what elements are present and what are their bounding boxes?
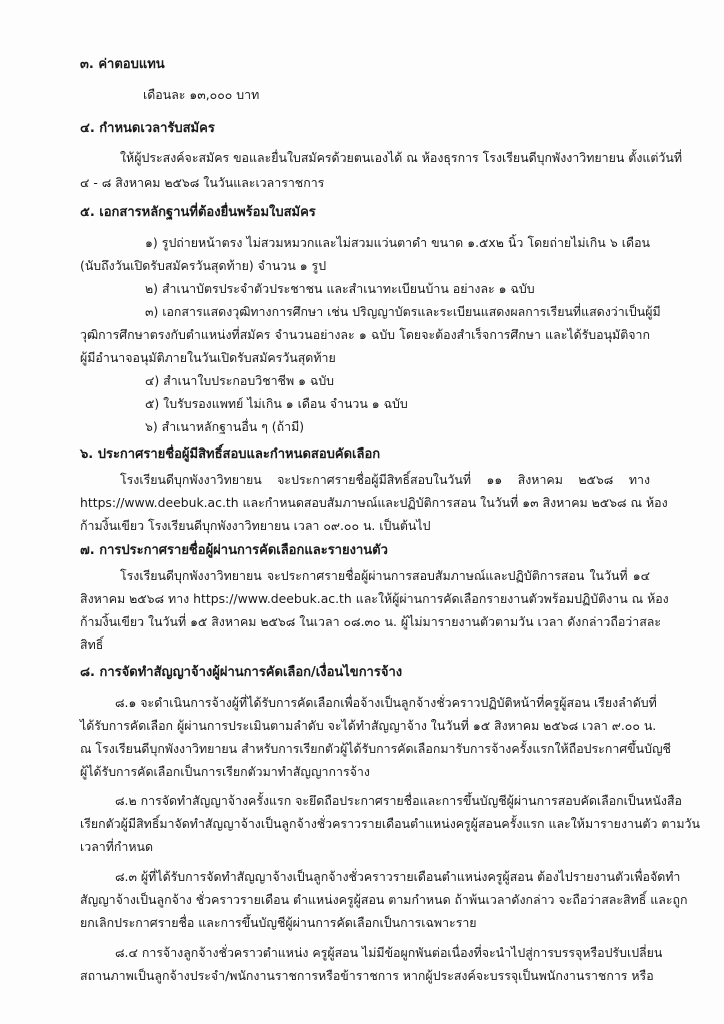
- paragraph-line: วุฒิการศึกษาตรงกับตำแหน่งที่สมัคร จำนวนอย่างละ ๑ ฉบับ โดยจะต้องสำเร็จการศึกษา และได้รับอนุมัติจาก: [80, 327, 650, 342]
- paragraph-line: ๘.๔ การจ้างลูกจ้างชั่วคราวตำแหน่ง ครูผู้สอน ไม่มีข้อผูกพันต่อเนื่องที่จะนำไปสู่การบรรจุหรือปรับเปลี่ยน: [115, 945, 663, 960]
- section-5-heading: ๕. เอกสารหลักฐานที่ต้องยื่นพร้อมใบสมัคร: [80, 205, 316, 220]
- list-item: ๖) สำเนาหลักฐานอื่น ๆ (ถ้ามี): [145, 419, 305, 434]
- paragraph-line: ให้ผู้ประสงค์จะสมัคร ขอและยื่นใบสมัครด้วยตนเองได้ ณ ห้องธุรการ โรงเรียนดีบุกพังงาวิทยายน ตั้งแต่วันที่: [120, 150, 682, 165]
- paragraph-line: ก้ามงิ้นเขียว ในวันที่ ๑๕ สิงหาคม ๒๕๖๘ ในเวลา ๐๘.๓๐ น. ผู้ไม่มารายงานตัวตามวัน เวลา ดังกล่าวถือว่าสละ: [80, 614, 662, 629]
- paragraph-line: (นับถึงวันเปิดรับสมัครวันสุดท้าย) จำนวน ๑ รูป: [80, 258, 327, 273]
- paragraph-line: สัญญาจ้างเป็นลูกจ้าง ชั่วคราวรายเดือน ตำแหน่งครูผู้สอน ตามกำหนด ถ้าพ้นเวลาดังกล่าว จะถือว่าสละสิทธิ์ และถูก: [80, 892, 688, 907]
- paragraph-line: เรียกตัวผู้มีสิทธิ์มาจัดทำสัญญาจ้างเป็นลูกจ้างชั่วคราวรายเดือนตำแหน่งครูผู้สอนครั้งแรก และให้มารายงานตัว ตามวัน: [80, 816, 700, 831]
- paragraph-line: สิทธิ์: [80, 637, 104, 652]
- paragraph-line: โรงเรียนดีบุกพังงาวิทยายน จะประกาศรายชื่อผู้มีสิทธิ์สอบในวันที่ ๑๑ สิงหาคม ๒๕๖๘ ทาง: [120, 472, 650, 487]
- paragraph-line: สิงหาคม ๒๕๖๘ ทาง https://www.deebuk.ac.th และให้ผู้ผ่านการคัดเลือกรายงานตัวพร้อมปฏิบัติงาน ณ ห้อง: [80, 591, 669, 606]
- list-item: ๒) สำเนาบัตรประจำตัวประชาชน และสำเนาทะเบียนบ้าน อย่างละ ๑ ฉบับ: [145, 281, 535, 296]
- list-item: ๑) รูปถ่ายหน้าตรง ไม่สวมหมวกและไม่สวมแว่นตาดำ ขนาด ๑.๕x๒ นิ้ว โดยถ่ายไม่เกิน ๖ เดือน: [145, 235, 650, 250]
- paragraph-line: ณ โรงเรียนดีบุกพังงาวิทยายน สำหรับการเรียกตัวผู้ได้รับการคัดเลือกมารับการจ้างครั้งแรกให้ถือประกาศขึ้นบัญชี: [80, 741, 671, 756]
- paragraph-line: เวลาที่กำหนด: [80, 839, 154, 854]
- paragraph-line: สถานภาพเป็นลูกจ้างประจำ/พนักงานราชการหรือข้าราชการ หากผู้ประสงค์จะบรรจุเป็นพนักงานราชการ หรือ: [80, 968, 654, 983]
- salary-line: เดือนละ ๑๓,๐๐๐ บาท: [143, 87, 260, 102]
- section-6-heading: ๖. ประกาศรายชื่อผู้มีสิทธิ์สอบและกำหนดสอบคัดเลือก: [80, 447, 381, 462]
- list-item: ๕) ใบรับรองแพทย์ ไม่เกิน ๑ เดือน จำนวน ๑ ฉบับ: [145, 396, 408, 411]
- paragraph-line: https://www.deebuk.ac.th และกำหนดสอบสัมภาษณ์และปฏิบัติการสอน ในวันที่ ๑๓ สิงหาคม ๒๕๖๘ ณ ห้อง: [80, 495, 668, 510]
- paragraph-line: ได้รับการคัดเลือก ผู้ผ่านการประเมินตามลำดับ จะได้ทำสัญญาจ้าง ในวันที่ ๑๕ สิงหาคม ๒๕๖๘ เวลา ๙.๐๐ น.: [80, 718, 657, 733]
- section-3-heading: ๓. ค่าตอบแทน: [80, 57, 165, 72]
- paragraph-line: ๘.๒ การจัดทำสัญญาจ้างครั้งแรก จะยึดถือประกาศรายชื่อและการขึ้นบัญชีผู้ผ่านการสอบคัดเลือกเป็นหนังสือ: [115, 793, 682, 808]
- section-7-heading: ๗. การประกาศรายชื่อผู้ผ่านการคัดเลือกและรายงานตัว: [80, 543, 388, 558]
- paragraph-line: โรงเรียนดีบุกพังงาวิทยายน จะประกาศรายชื่อผู้ผ่านการสอบสัมภาษณ์และปฏิบัติการสอน ในวันที่ ๑๔: [120, 568, 650, 583]
- paragraph-line: ผู้มีอำนาจอนุมัติภายในวันเปิดรับสมัครวันสุดท้าย: [80, 350, 336, 365]
- paragraph-line: ๘.๓ ผู้ที่ได้รับการจัดทำสัญญาจ้างเป็นลูกจ้างชั่วคราวรายเดือนตำแหน่งครูผู้สอน ต้องไปรายงานตัวเพื่อจัดทำ: [115, 869, 681, 884]
- list-item: ๓) เอกสารแสดงวุฒิทางการศึกษา เช่น ปริญญาบัตรและระเบียนแสดงผลการเรียนที่แสดงว่าเป็นผู้มี: [145, 304, 661, 319]
- section-4-heading: ๔. กำหนดเวลารับสมัคร: [80, 121, 215, 136]
- list-item: ๔) สำเนาใบประกอบวิชาชีพ ๑ ฉบับ: [145, 373, 335, 388]
- paragraph-line: ยกเลิกประกาศรายชื่อ และการขึ้นบัญชีผู้ผ่านการคัดเลือกเป็นการเฉพาะราย: [80, 915, 477, 930]
- paragraph-line: ผู้ได้รับการคัดเลือกเป็นการเรียกตัวมาทำสัญญาการจ้าง: [80, 764, 370, 779]
- paragraph-line: ๘.๑ จะดำเนินการจ้างผู้ที่ได้รับการคัดเลือกเพื่อจ้างเป็นลูกจ้างชั่วคราวปฏิบัติหน้าที่ครูผู้สอน เรียงลำดับที่: [115, 695, 657, 710]
- paragraph-line: ๔ - ๘ สิงหาคม ๒๕๖๘ ในวันและเวลาราชการ: [80, 175, 325, 190]
- section-8-heading: ๘. การจัดทำสัญญาจ้างผู้ผ่านการคัดเลือก/เงื่อนไขการจ้าง: [80, 665, 403, 680]
- paragraph-line: ก้ามงิ้นเขียว โรงเรียนดีบุกพังงาวิทยายน เวลา ๐๙.๐๐ น. เป็นต้นไป: [80, 518, 431, 533]
